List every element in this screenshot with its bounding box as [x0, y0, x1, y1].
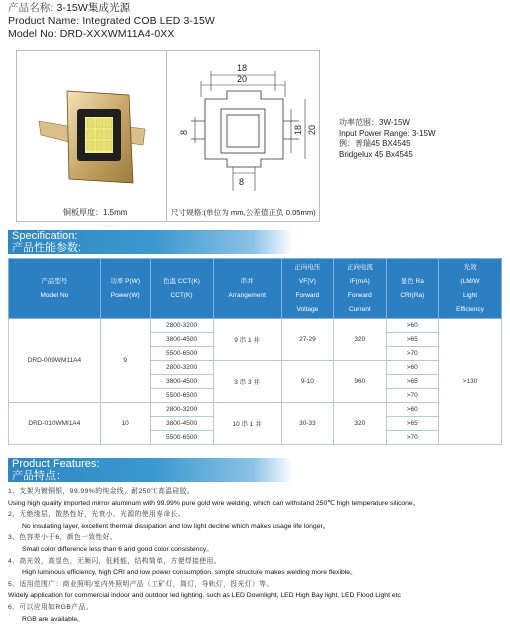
feature-5-cn: 5、适用范围广：商业照明/室内外照明产品（工矿灯，筒灯，导轨灯，投光灯）等。 [8, 580, 274, 588]
dim-20-top: 20 [237, 74, 248, 84]
dim-8-left: 8 [179, 129, 189, 135]
features-title-en: Product Features: [12, 458, 100, 470]
col-power: 功率 P(W) Power(W) [100, 259, 150, 319]
model-cell: DRD-009WM11A4 [9, 319, 101, 403]
copper-thickness-caption: 铜板厚度：1.5mm [63, 208, 128, 217]
features-banner [8, 458, 253, 482]
col-efficiency: 光效 (LM/W Light Efficiency [439, 259, 502, 319]
cri-cell: >70 [386, 389, 438, 403]
arrangement-cell: 3 串 3 并 [213, 361, 281, 403]
cri-cell: >65 [386, 375, 438, 389]
power-range-en: Input Power Range: 3-15W [339, 128, 436, 138]
cct-cell: 5500-6500 [150, 347, 213, 361]
col-forward-current: 正向电流 IF(mA) Forward Current [334, 259, 386, 319]
if-cell: 320 [334, 319, 386, 361]
features-title-cn: 产品特点： [12, 470, 67, 482]
dim-8-bottom: 8 [239, 177, 245, 187]
specification-table [8, 258, 502, 445]
example-cn: 例：普瑞45 BX4545 [339, 139, 411, 148]
col-model: 产品型号 Model No [9, 259, 101, 319]
feature-3-cn: 3、色容差小于6，颜色一致性好。 [8, 534, 118, 542]
vf-cell: 9-10 [281, 361, 333, 403]
product-name-en: Product Name: Integrated COB LED 3-15W [8, 15, 215, 27]
cri-cell: >60 [386, 361, 438, 375]
specification-banner [8, 230, 253, 254]
feature-1-en: Using high quality imported mirror aluminum with 99.99% pure gold wire welding, which can withstand 250℃ high temperature silicone。 [8, 499, 420, 507]
arrangement-cell: 10 串 1 并 [213, 403, 281, 445]
table-header-row [9, 259, 502, 319]
dimension-caption: 尺寸规格:(单位为 mm,公差值正负 0.05mm) [171, 208, 316, 217]
specification-title-cn: 产品性能参数: [12, 242, 82, 254]
product-name-cn-value: 3-15W集成光源 [56, 2, 131, 14]
table-row [9, 403, 502, 417]
cct-cell: 2800-3200 [150, 361, 213, 375]
led-photo [17, 51, 167, 221]
efficiency-cell: >130 [439, 319, 502, 445]
dim-18-right: 18 [293, 124, 303, 135]
power-cell: 9 [100, 319, 150, 403]
dimension-diagram [167, 51, 319, 221]
product-name-cn-label: 产品名称: [8, 2, 54, 14]
product-header [8, 2, 215, 41]
feature-4-en: High luminous efficiency, high CRI and low power consumption, simple structure makes welding more flexible。 [22, 569, 357, 577]
col-cri: 显色 Ra CRI(Ra) [386, 259, 438, 319]
specification-title-en: Specification: [12, 230, 78, 242]
arrangement-cell: 9 串 1 并 [213, 319, 281, 361]
if-cell: 960 [334, 361, 386, 403]
cri-cell: >65 [386, 333, 438, 347]
feature-3-en: Small color difference less than 6 and good color consistency。 [22, 545, 214, 553]
power-cell: 10 [100, 403, 150, 445]
product-image-panel [16, 50, 320, 222]
vf-cell: 30-33 [281, 403, 333, 445]
cct-cell: 5500-6500 [150, 431, 213, 445]
feature-4-cn: 4、高光效，高显色，无频闪，低耗能，结构简单，方便焊接使用。 [8, 557, 221, 565]
col-cct: 色温 CCT(K) CCT(K) [150, 259, 213, 319]
feature-2-cn: 2、无绝缘层，散热性好，光衰小，光源的使用寿命长。 [8, 511, 185, 519]
cct-cell: 3800-4500 [150, 375, 213, 389]
model-cell: DRD-010WMI1A4 [9, 403, 101, 445]
feature-2-en: No insulating layer, excellent thermal dissipation and low light decline which makes usage life longer。 [22, 522, 330, 530]
cct-cell: 3800-4500 [150, 333, 213, 347]
cct-cell: 3800-4500 [150, 417, 213, 431]
cct-cell: 2800-3200 [150, 319, 213, 333]
model-number: Model No: DRD-XXXWM11A4-0XX [8, 28, 175, 40]
feature-6-en: RGB are available。 [22, 615, 84, 623]
cri-cell: >70 [386, 347, 438, 361]
cri-cell: >65 [386, 417, 438, 431]
table-row [9, 319, 502, 333]
dim-18-top: 18 [237, 63, 248, 73]
power-range-cn: 功率范围：3W-15W [339, 118, 410, 127]
vf-cell: 27-29 [281, 319, 333, 361]
example-en: Bridgelux 45 Bx4545 [339, 149, 413, 159]
cct-cell: 2800-3200 [150, 403, 213, 417]
feature-1-cn: 1、支架为镀铜银，99.99%的纯金线，耐250℃高温硅胶。 [8, 488, 195, 495]
power-range-block [339, 118, 436, 160]
col-forward-voltage: 正向电压 VF(V) Forward Voltage [281, 259, 333, 319]
dim-20-right: 20 [307, 124, 317, 135]
if-cell: 320 [334, 403, 386, 445]
feature-5-en: Widely application for commercial indoor and outdoor led lighting, such as LED Downlight, LED High Bay light, LED Flood Light etc [8, 592, 401, 600]
cob-led-image [17, 51, 167, 221]
cri-cell: >60 [386, 319, 438, 333]
col-arrangement: 串并 Arrangement [213, 259, 281, 319]
feature-6-cn: 6、可以应用如RGB产品。 [8, 603, 93, 611]
cct-cell: 5500-6500 [150, 389, 213, 403]
cri-cell: >60 [386, 403, 438, 417]
cri-cell: >70 [386, 431, 438, 445]
dimension-drawing [167, 51, 319, 221]
features-list [8, 486, 498, 625]
